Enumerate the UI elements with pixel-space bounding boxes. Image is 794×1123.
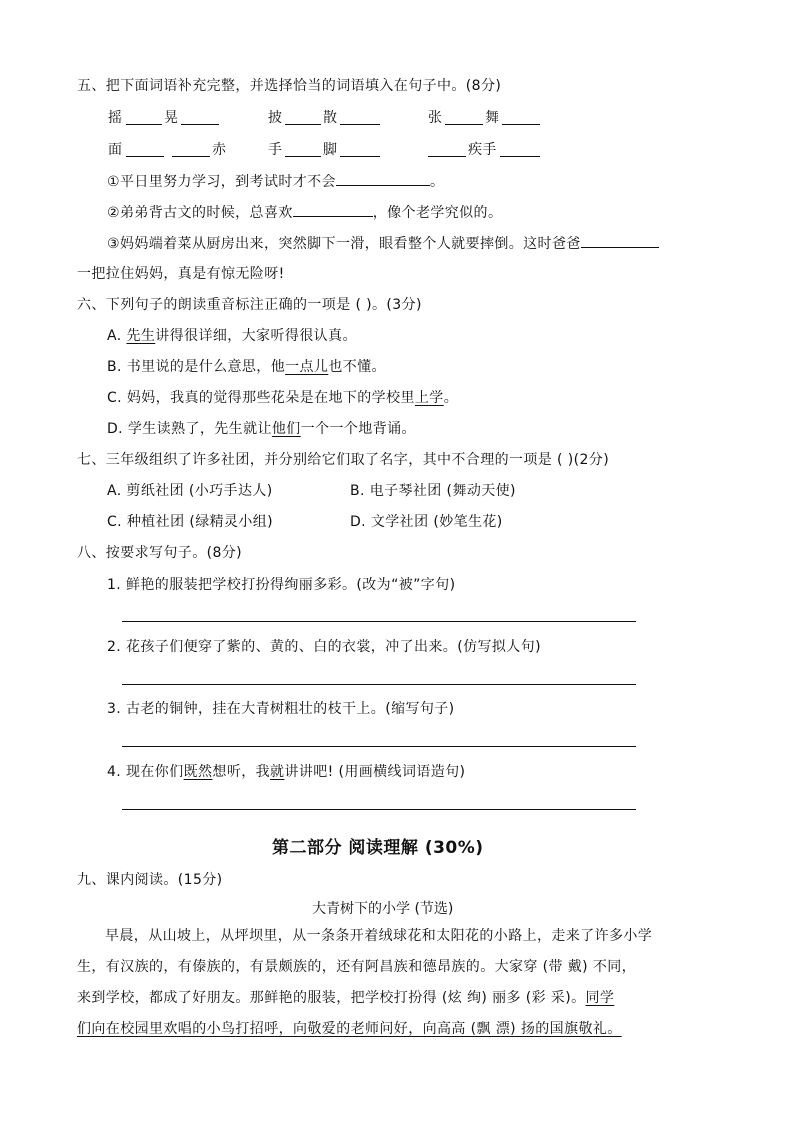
item-text: 想听，我 xyxy=(212,764,271,780)
option-text: 一个一个地背诵。 xyxy=(300,421,416,437)
q8-item-3: 3. 古老的铜钟，挂在大青树粗壮的枝干上。(缩写句子) xyxy=(107,701,455,717)
word-char: 舞 xyxy=(485,110,500,126)
part2-title: 第二部分 阅读理解 (30%) xyxy=(272,838,484,858)
q6-option-d[interactable] xyxy=(107,419,416,439)
answer-line[interactable] xyxy=(122,684,636,685)
word-char: 手 xyxy=(268,142,283,158)
option-text: D. 学生读熟了，先生就让 xyxy=(107,421,272,437)
passage-title: 大青树下的小学 (节选) xyxy=(312,901,454,917)
q8-item-2: 2. 花孩子们便穿了紫的、黄的、白的衣裳，冲了出来。(仿写拟人句) xyxy=(107,639,541,655)
word-char: 面 xyxy=(108,142,123,158)
q7-option-d[interactable]: D. 文学社团 (妙笔生花) xyxy=(350,514,503,530)
passage-line-2: 生，有汉族的，有傣族的，有景颇族的，还有阿昌族和德昂族的。大家穿 (带 戴) 不同， xyxy=(77,959,637,975)
sentence-text: 。 xyxy=(429,174,445,190)
q8-heading: 八、按要求写句子。(8分) xyxy=(77,545,243,561)
word-char: 赤 xyxy=(212,142,227,158)
passage-line-3 xyxy=(77,988,614,1008)
option-text: A. xyxy=(107,328,127,344)
fill-blank[interactable] xyxy=(428,142,466,157)
q7-option-a[interactable]: A. 剪纸社团 (小巧手达人) xyxy=(107,483,273,499)
q5-sentence-3 xyxy=(107,233,659,254)
q8-item-4 xyxy=(107,762,465,782)
sentence-text: ，像个老学究似的。 xyxy=(372,205,503,221)
q7-option-b[interactable]: B. 电子琴社团 (舞动天使) xyxy=(350,483,516,499)
q5-heading: 五、把下面词语补充完整，并选择恰当的词语填入在句子中。(8分) xyxy=(77,78,502,94)
q5-sentence-3-cont: 一把拉住妈妈，真是有惊无险呀! xyxy=(77,266,285,282)
fill-blank[interactable] xyxy=(581,233,659,248)
underlined-word: 就 xyxy=(270,764,285,780)
fill-blank[interactable] xyxy=(126,142,164,157)
underlined-word: 既然 xyxy=(183,764,213,780)
fill-blank[interactable] xyxy=(126,110,162,125)
option-text: 讲得很详细，大家听得很认真。 xyxy=(155,328,357,344)
q7-heading: 七、三年级组织了许多社团，并分别给它们取了名字，其中不合理的一项是 ( )(2分) xyxy=(77,452,610,468)
word-char: 披 xyxy=(268,110,283,126)
q9-heading: 九、课内阅读。(15分) xyxy=(77,872,223,888)
fill-blank[interactable] xyxy=(445,110,483,125)
fill-blank[interactable] xyxy=(502,110,540,125)
item-text: 4. 现在你们 xyxy=(107,764,184,780)
word-char: 脚 xyxy=(323,142,338,158)
stressed-word: 他们 xyxy=(271,421,301,437)
word-char: 散 xyxy=(323,110,338,126)
fill-blank[interactable] xyxy=(340,110,380,125)
q6-heading: 六、下列句子的朗读重音标注正确的一项是 ( )。(3分) xyxy=(77,297,422,313)
sentence-text: ③妈妈端着菜从厨房出来，突然脚下一滑，眼看整个人就要摔倒。这时爸爸 xyxy=(107,236,581,252)
answer-line[interactable] xyxy=(122,746,636,747)
fill-blank[interactable] xyxy=(285,110,321,125)
fill-blank[interactable] xyxy=(293,202,373,217)
passage-line-1: 早晨，从山坡上，从坪坝里，从一条条开着绒球花和太阳花的小路上，走来了许多小学 xyxy=(105,928,653,944)
option-text: 也不懂。 xyxy=(328,359,386,375)
answer-line[interactable] xyxy=(122,621,636,622)
q6-option-b[interactable] xyxy=(107,357,386,377)
word-char: 疾手 xyxy=(468,142,497,158)
q6-option-c[interactable] xyxy=(107,388,458,408)
option-text: 。 xyxy=(443,390,459,406)
word-char: 张 xyxy=(428,110,443,126)
underlined-text: 同学 xyxy=(585,990,615,1006)
fill-blank[interactable] xyxy=(285,142,321,157)
stressed-word: 先生 xyxy=(126,328,156,344)
option-text: C. 妈妈，我真的觉得那些花朵是在地下的学校里 xyxy=(107,390,415,406)
q5-sentence-2 xyxy=(107,202,502,223)
fill-blank[interactable] xyxy=(181,110,219,125)
sentence-text: ②弟弟背古文的时候，总喜欢 xyxy=(107,205,293,221)
q6-option-a[interactable] xyxy=(107,326,357,346)
sentence-text: ①平日里努力学习，到考试时才不会 xyxy=(107,174,336,190)
answer-line[interactable] xyxy=(122,809,636,810)
option-text: B. 书里说的是什么意思，他 xyxy=(107,359,286,375)
word-char: 晃 xyxy=(164,110,179,126)
fill-blank[interactable] xyxy=(172,142,210,157)
stressed-word: 一点儿 xyxy=(285,359,329,375)
q8-item-1: 1. 鲜艳的服装把学校打扮得绚丽多彩。(改为“被”字句) xyxy=(107,577,456,593)
word-char: 摇 xyxy=(108,110,123,126)
stressed-word: 上学 xyxy=(414,390,444,406)
fill-blank[interactable] xyxy=(340,142,380,157)
fill-blank[interactable] xyxy=(500,142,540,157)
fill-blank[interactable] xyxy=(336,171,430,186)
passage-text: 来到学校，都成了好朋友。那鲜艳的服装，把学校打扮得 (炫 绚) 丽多 (彩 采)。 xyxy=(77,990,586,1006)
item-text: 讲讲吧! (用画横线词语造句) xyxy=(284,764,466,780)
q5-sentence-1 xyxy=(107,171,444,192)
passage-line-4: 们向在校园里欢唱的小鸟打招呼，向敬爱的老师问好，向高高 (飘 漂) 扬的国旗敬礼。 xyxy=(77,1021,622,1037)
q7-option-c[interactable]: C. 种植社团 (绿精灵小组) xyxy=(107,514,274,530)
